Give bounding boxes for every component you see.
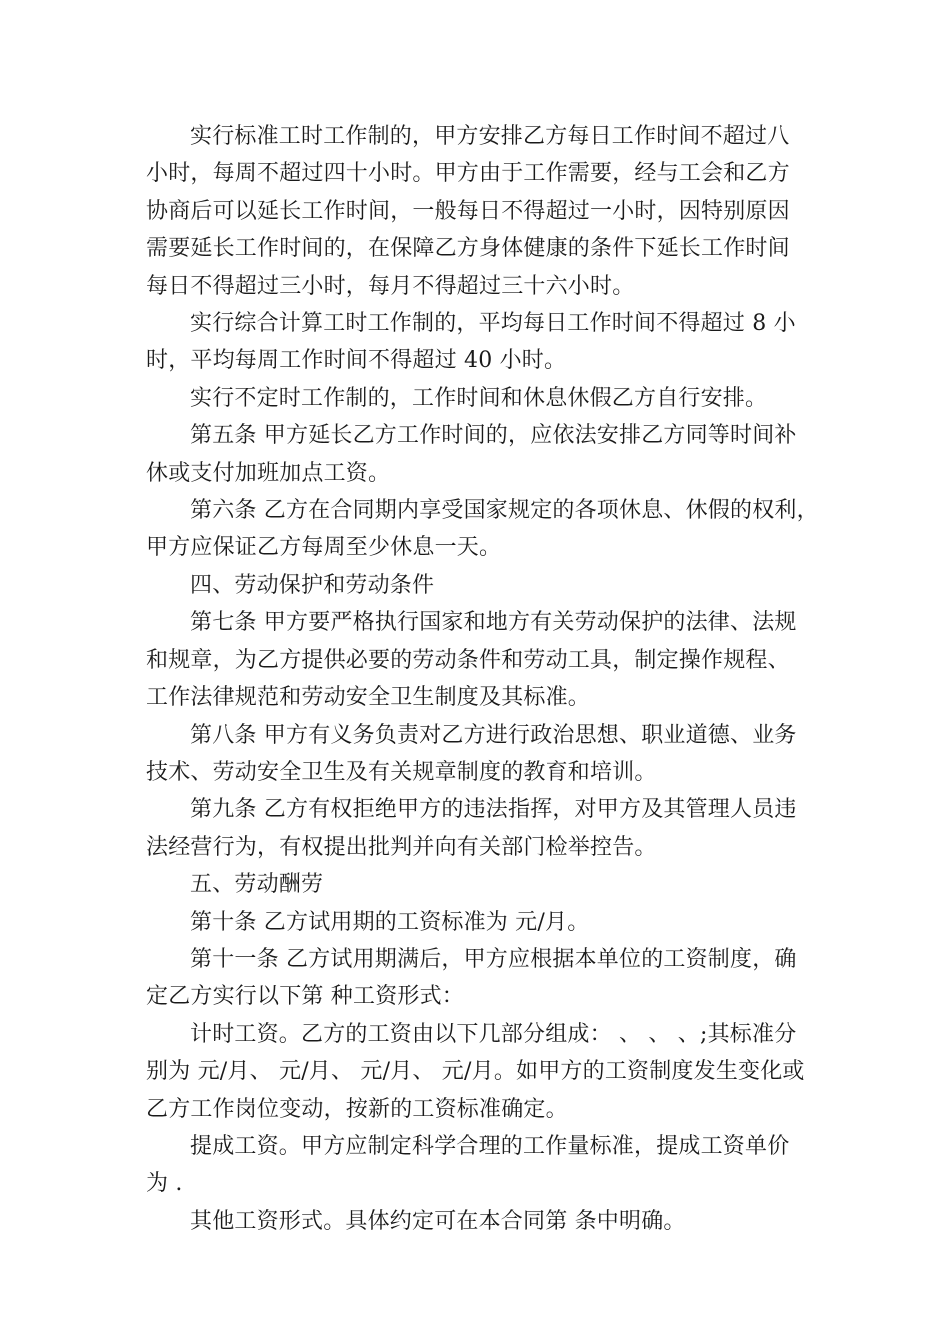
text-line: 第十条 乙方试用期的工资标准为 元/月。 bbox=[190, 909, 590, 935]
paragraph-article-8 bbox=[146, 717, 814, 792]
paragraph-article-6 bbox=[146, 492, 819, 567]
text-line: 每日不得超过三小时，每月不得超过三十六小时。 bbox=[146, 273, 635, 299]
paragraph-article-9 bbox=[146, 791, 814, 866]
text-line: 实行综合计算工时工作制的，平均每日工作时间不得超过 8 小 bbox=[190, 311, 796, 337]
text-line: 休或支付加班加点工资。 bbox=[146, 460, 391, 486]
paragraph-article-10 bbox=[146, 904, 814, 941]
text-line: 小时，每周不超过四十小时。甲方由于工作需要，经与工会和乙方 bbox=[146, 161, 790, 187]
paragraph-flexible-hours bbox=[146, 380, 814, 417]
paragraph-standard-hours bbox=[146, 118, 814, 305]
paragraph-comprehensive-hours bbox=[146, 305, 814, 380]
paragraph-section-4-heading bbox=[146, 567, 814, 604]
text-line: 五、劳动酬劳 bbox=[190, 872, 324, 898]
text-line: 实行标准工时工作制的，甲方安排乙方每日工作时间不超过八 bbox=[190, 124, 790, 149]
paragraph-piece-wage bbox=[146, 1128, 814, 1203]
text-line: 提成工资。甲方应制定科学合理的工作量标准，提成工资单价 bbox=[190, 1133, 790, 1159]
text-line: 别为 元/月、 元/月、 元/月、 元/月。如甲方的工资制度发生变化或 bbox=[146, 1059, 805, 1085]
text-line: 计时工资。乙方的工资由以下几部分组成： 、 、 、;其标准分 bbox=[190, 1021, 797, 1047]
text-line: 工作法律规范和劳动安全卫生制度及其标准。 bbox=[146, 685, 591, 711]
text-line: 需要延长工作时间的，在保障乙方身体健康的条件下延长工作时间 bbox=[146, 236, 790, 262]
text-line: 甲方应保证乙方每周至少休息一天。 bbox=[146, 535, 502, 561]
text-line: 第六条 乙方在合同期内享受国家规定的各项休息、休假的权利， bbox=[190, 498, 819, 524]
text-line: 其他工资形式。具体约定可在本合同第 条中明确。 bbox=[190, 1208, 686, 1234]
text-line: 第八条 甲方有义务负责对乙方进行政治思想、职业道德、业务 bbox=[190, 722, 797, 748]
text-line: 实行不定时工作制的，工作时间和休息休假乙方自行安排。 bbox=[190, 385, 768, 411]
paragraph-other-wage bbox=[146, 1203, 814, 1240]
text-line: 第十一条 乙方试用期满后，甲方应根据本单位的工资制度，确 bbox=[190, 946, 797, 972]
text-line: 技术、劳动安全卫生及有关规章制度的教育和培训。 bbox=[146, 759, 657, 785]
text-line: 乙方工作岗位变动，按新的工资标准确定。 bbox=[146, 1096, 568, 1122]
text-line: 第五条 甲方延长乙方工作时间的，应依法安排乙方同等时间补 bbox=[190, 423, 797, 449]
paragraph-article-11 bbox=[146, 941, 814, 1016]
text-line: 第九条 乙方有权拒绝甲方的违法指挥，对甲方及其管理人员违 bbox=[190, 797, 797, 823]
text-line: 第七条 甲方要严格执行国家和地方有关劳动保护的法律、法规 bbox=[190, 610, 797, 636]
document-page bbox=[146, 118, 819, 1240]
text-line: 协商后可以延长工作时间，一般每日不得超过一小时，因特别原因 bbox=[146, 198, 790, 224]
paragraph-time-wage bbox=[146, 1016, 814, 1128]
text-line: 定乙方实行以下第 种工资形式： bbox=[146, 984, 464, 1010]
paragraph-section-5-heading bbox=[146, 866, 814, 903]
text-line: 为 . bbox=[146, 1171, 183, 1197]
paragraph-article-5 bbox=[146, 417, 814, 492]
text-line: 时，平均每周工作时间不得超过 40 小时。 bbox=[146, 348, 567, 374]
paragraph-article-7 bbox=[146, 604, 814, 716]
text-line: 和规章，为乙方提供必要的劳动条件和劳动工具，制定操作规程、 bbox=[146, 647, 790, 673]
text-line: 四、劳动保护和劳动条件 bbox=[190, 572, 435, 598]
text-line: 法经营行为，有权提出批判并向有关部门检举控告。 bbox=[146, 834, 657, 860]
